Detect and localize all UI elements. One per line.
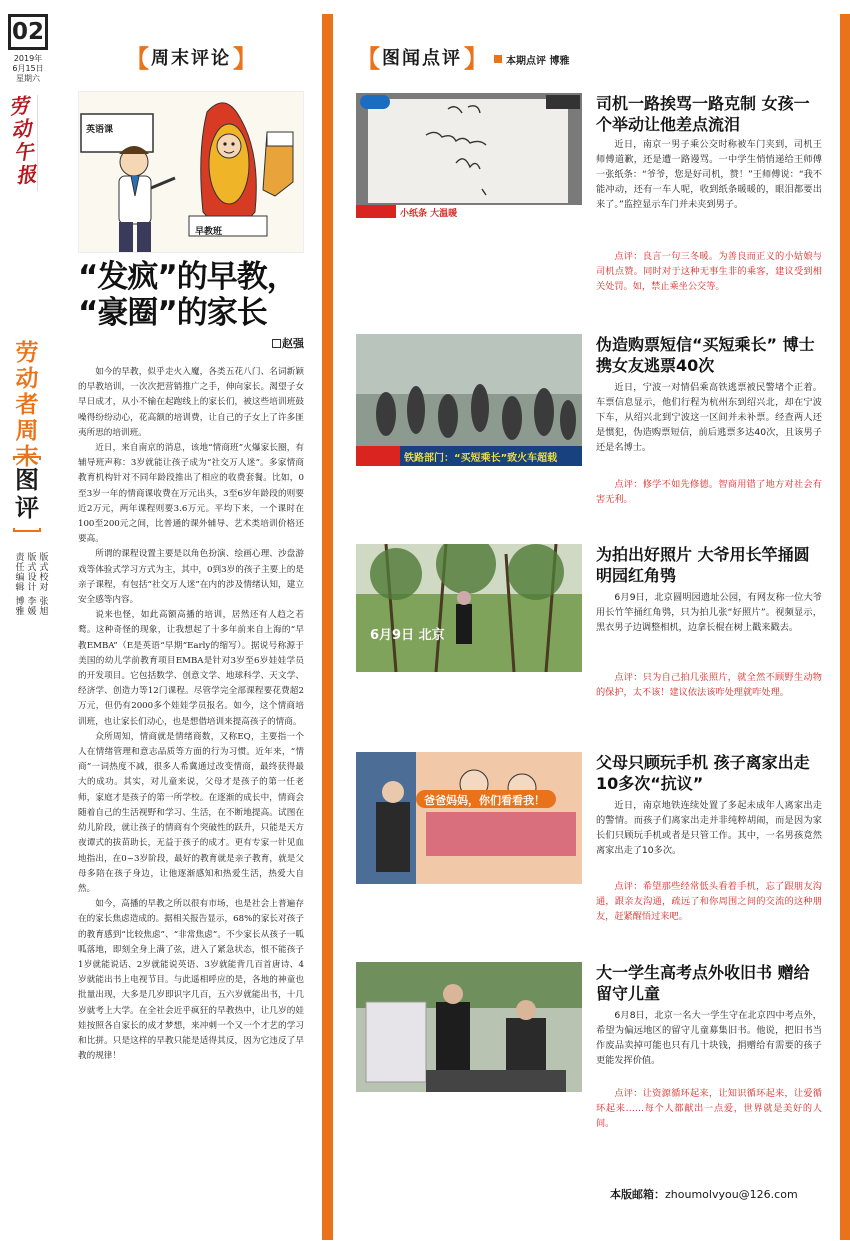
cartoon-label-english-class: 英语课 bbox=[86, 125, 114, 135]
commentary-paragraph: 说来也怪，如此高额高播的培训，居然还有人趋之若鹜。这种奇怪的现象，让我想起了十多年前来自上海的“早教EMBA”（E是英语“早期”Early的缩写）。据说号称源于美国的幼儿学前教育项目EMBA是针对3岁至6岁娃娃学员的开发项目。它包括数学、创意文学、地球科学、天文学、经济学、创造力等12门课程。尽管学完全部课程要花费超2万元，但仍有2000多个娃娃学员报名。如今，这个情商培训班，也让家长们动心，也是想借培训来提高孩子的情商。 bbox=[78, 610, 304, 727]
page-number: 02 bbox=[8, 14, 48, 50]
photo-tv-program bbox=[356, 752, 582, 884]
section-bracket-bottom bbox=[13, 528, 41, 532]
news-story bbox=[356, 752, 822, 932]
news-story bbox=[356, 544, 822, 724]
news-review-label: 图闻点评 bbox=[382, 48, 462, 69]
story-comment: 点评：良言一句三冬暖。为善良而正义的小姑娘与司机点赞。同时对于这种无事生非的乘客，建议受到相关处罚。如，禁止乘坐公交等。 bbox=[596, 251, 822, 292]
commentary-headline-line2: “豪圈”的家长 bbox=[78, 295, 267, 331]
cartoon-label-early-ed: 早教班 bbox=[195, 227, 223, 237]
author-name: 赵强 bbox=[282, 337, 304, 350]
commentary-author bbox=[272, 335, 304, 351]
news-review-meta: 本期点评 博雅 bbox=[506, 55, 570, 67]
section-mark: 图评 bbox=[15, 466, 39, 522]
date-year: 2019年 bbox=[13, 54, 43, 63]
sidebar bbox=[8, 14, 48, 84]
story-headline: 司机一路挨骂一路克制 女孩一个举动让他差点流泪 bbox=[596, 94, 810, 134]
commentary-paragraph: 所谓的课程设置主要是以角色扮演、绘画心理、沙盘游戏等体验式学习方式为主，其中，0到3岁的孩子主要上的是亲子课程，有包括“社交万人迷”在内的涉及情绪认知，建立安全感等内容。 bbox=[78, 549, 304, 606]
email-label: 本版邮箱： bbox=[610, 1188, 665, 1201]
orange-square-icon bbox=[494, 55, 502, 63]
story-headline: 父母只顾玩手机 孩子离家出走10多次“抗议” bbox=[596, 753, 810, 793]
section-bracket-top bbox=[13, 456, 41, 460]
page-email bbox=[610, 1186, 798, 1202]
photo-caption: 铁路部门：“买短乘长”致火车超载 bbox=[404, 453, 558, 464]
credit-proofreader: 版式校对 张旭 bbox=[37, 552, 48, 616]
story-headline: 大一学生高考点外收旧书 赠给留守儿童 bbox=[596, 963, 810, 1003]
photo-caption: 小纸条 大温暖 bbox=[400, 209, 458, 218]
commentary-headline-line1: “发疯”的早教， bbox=[78, 259, 297, 295]
email-address[interactable]: zhoumolvyou@126.com bbox=[665, 1188, 798, 1201]
story-body: 6月8日，北京一名大一学生守在北京四中考点外，希望为偏远地区的留守儿童募集旧书。他说，把旧书当作废品卖掉可能也只有几十块钱，捐赠给有需要的孩子更能发挥价值。 bbox=[596, 1010, 822, 1066]
news-story bbox=[356, 334, 822, 514]
byline-box-icon bbox=[272, 339, 281, 348]
weekend-commentary-column bbox=[78, 45, 304, 1062]
date-day: 6月15日 bbox=[12, 64, 44, 73]
story-photo bbox=[356, 334, 582, 466]
story-photo bbox=[356, 752, 582, 884]
header-bracket-close: 】 bbox=[464, 45, 488, 73]
credit-designer: 版式设计 李媛 bbox=[25, 552, 36, 616]
story-body: 近日，宁波一对情侣乘高铁逃票被民警堵个正着。车票信息显示，他们行程为杭州东到绍兴北，却在宁波下车，从绍兴北到宁波这一区间并未补票。经查两人还是惯犯，伪造购票短信，前后逃票多达40次，且该男子还是名博士。 bbox=[596, 382, 822, 453]
commentary-paragraph: 众所周知，情商就是情绪商数，又称EQ，主要指一个人在情绪管理和意志品质等方面的行为习惯。近年来，“情商”一词热度不减，很多人希冀通过改变情商，最终获得最大的成功。其实，对儿童来说，父母才是孩子的第一任老师，家庭才是孩子的第一所学校。在逐渐的成长中，情商会随着自己的生活视野和学习、生活，在不断地提高。试图在幼儿阶段，就让孩子的情商有个突破性的跃升，只能是天方夜谭式的拔苗助长，无益于孩子的成才。更有专家一针见血地指出，在0~3岁阶段，最好的教育就是亲子教育，就是父母多陪在孩子身边，让他逐渐感知和热爱生活，热爱大自然。 bbox=[78, 731, 304, 894]
story-photo bbox=[356, 962, 582, 1092]
section-name: 劳动者周末 bbox=[15, 340, 39, 470]
story-headline: 伪造购票短信“买短乘长” 博士携女友逃票40次 bbox=[596, 335, 815, 375]
commentary-body bbox=[78, 365, 304, 1231]
commentary-paragraph: 如今的早教，似乎走火入魔，各类五花八门、名词新颖的早教培训，一次次把营销推广之手，伸向家长。渴望子女早日成才，从小不输在起跑线上的家长们，被这些培训班鼓噪得纷纷动心，花高额的培训费，让自己的子女上了许多匪夷所思的培训班。 bbox=[78, 367, 304, 438]
right-edge-bar bbox=[840, 14, 850, 1240]
photo-book-donation bbox=[356, 962, 582, 1092]
story-photo bbox=[356, 544, 582, 672]
story-body: 6月9日，北京圆明园遗址公园，有网友称一位大爷用长竹竿捅红角鸮，只为拍儿张“好照片”。视频显示，黑衣男子边调整相机，边拿长棍在树上戳来戳去。 bbox=[596, 592, 822, 633]
commentary-paragraph: 近日，来自南京的消息，该地“情商班”火爆家长圈，有辅导班声称：3岁就能让孩子成为“社交万人迷”。多家情商教育机构针对不同年龄段推出了相应的收费套餐。比如，0至3岁一年的情商课收费在万元出头，3至6岁年龄段的则要近2万元，两年课程则要3.6万元。平均下来，一个课时在100至200元之间，比普通的课外辅导、艺术类培训价格还要高。 bbox=[78, 443, 304, 545]
header-bracket-close: 】 bbox=[233, 45, 257, 73]
newspaper-logo bbox=[8, 95, 38, 191]
news-story bbox=[356, 962, 822, 1142]
photo-caption: 爸爸妈妈，你们看看我！ bbox=[424, 794, 545, 807]
column-divider bbox=[322, 14, 333, 1240]
photo-caption: 6月9日 北京 bbox=[370, 628, 445, 643]
header-bracket-open: 【 bbox=[125, 45, 149, 73]
commentary-cartoon bbox=[78, 91, 304, 253]
editor-credits bbox=[10, 552, 50, 616]
photo-handwritten-note bbox=[356, 93, 582, 218]
news-review-header bbox=[356, 45, 816, 73]
header-bracket-open: 【 bbox=[356, 45, 380, 73]
cartoon-illustration bbox=[79, 92, 304, 253]
commentary-headline bbox=[78, 259, 304, 331]
commentary-paragraph: 如今，高播的早教之所以很有市场，也是社会上普遍存在的家长焦虑造成的。据相关报告显示，68%的家长对孩子的教育感到“比较焦虑”、“非常焦虑”。不少家长从孩子一呱呱落地，即刻全身上满了弦，进入了紧急状态，恨不能孩子1岁就能说话、2岁就能说英语、3岁就能背几百首唐诗、4岁就能出书上电视节目。与此遥相呼应的是，各地的神童也批量出现，大多是几岁即识字几百，五六岁就能出书，十几岁就考上大学。在全社会近乎疯狂的早教热中，让几岁的娃娃按照各自家长的成才梦想，来冲刺一个又一个才艺的学习和比拼。只是这样的早教只能是适得其反，因为它违反了早教的规律！ bbox=[78, 899, 304, 1062]
weekend-commentary-label: 周末评论 bbox=[151, 48, 231, 69]
story-comment: 点评：只为自己拍几张照片，就全然不顾野生动物的保护，太不该！建议依法该咋处理就咋处理。 bbox=[596, 672, 822, 698]
news-story bbox=[356, 93, 822, 313]
photo-park-trees bbox=[356, 544, 582, 672]
story-comment: 点评：修学不如先修德。智商用错了地方对社会有害无利。 bbox=[596, 479, 822, 505]
story-photo bbox=[356, 93, 582, 218]
weekend-commentary-header bbox=[78, 45, 304, 73]
credit-editor: 责任编辑 博雅 bbox=[13, 552, 24, 616]
story-comment: 点评：希望那些经常低头看着手机，忘了跟朋友沟通，跟亲友沟通，疏远了和你周围之间的交流的这种朋友，赶紧醒悟过来吧。 bbox=[596, 881, 822, 922]
story-headline: 为拍出好照片 大爷用长竿捅圆明园红角鸮 bbox=[596, 545, 810, 585]
photo-train-station bbox=[356, 334, 582, 466]
newspaper-logo-text: 劳动午报 bbox=[7, 93, 38, 188]
story-body: 近日，南京地铁连续处置了多起未成年人离家出走的警情。而孩子们离家出走并非纯粹胡闹，而是因为家长们只顾玩手机或者是只管工作。其中，一名男孩竟然离家出走了10多次。 bbox=[596, 800, 822, 856]
issue-date bbox=[8, 54, 48, 84]
story-body: 近日，南京一男子乘公交时称被车门夹到，司机王师傅道歉，还是遭一路谩骂。一中学生悄悄递给王师傅一张纸条：“爷爷，您是好司机，赞！”王师傅说：“我不能冲动，还有一车人呢，收到纸条暖暖的，眼泪都要出来了。”监控显示车门并未夹到男子。 bbox=[596, 139, 822, 210]
date-weekday: 星期六 bbox=[16, 74, 40, 83]
story-comment: 点评：让资源循环起来，让知识循环起来，让爱循环起来……每个人都献出一点爱，世界就是美好的人间。 bbox=[596, 1088, 822, 1129]
